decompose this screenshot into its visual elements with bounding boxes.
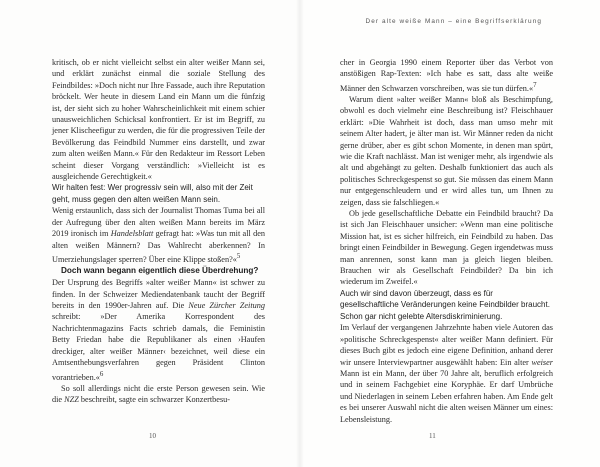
- footnote-marker: 6: [99, 370, 104, 378]
- page-number: 10: [149, 432, 156, 440]
- running-head: Der alte weiße Mann – eine Begriffserklärung: [365, 18, 542, 25]
- italic-word: weiser: [531, 357, 553, 367]
- italic-title: Handelsblatt: [110, 229, 154, 239]
- left-page-body: [52, 57, 265, 405]
- paragraph: Im Verlauf der vergangenen Jahrzehnte haben viele Autoren das »politische Schreckgespenst« alter weißer Mann definiert. Für dieses Buch gibt es jedoch eine eigene Definition, anhand derer wir unsere Interviewpartner ausgewählt haben: Ein alter weiser Mann ist ein Mann, der über 70 Jahre alt, beruflich erfolgreich und in seinem Fachgebiet eine Koryphäe. Er darf Umbrüche und Niederlagen in seinem Leben erfahren haben. Am Ende gelt es bei unserer Auswahl nicht die alten weisen Männer um eines: Lebensleistung.: [340, 323, 553, 424]
- italic-title: NZZ: [64, 395, 79, 405]
- paragraph: Warum dient »alter weißer Mann« bloß als Beschimpfung, obwohl es doch vielmehr eine Beschreibung ist? Fleischhauer erklärt: »Die Wahrheit ist doch, dass man umso mehr mit seinem Alter hadert, je älter man ist. Wir Männer reden da nicht gerne drüber, aber es gibt schon Momente, in denen man spürt, wie die Kraft nachlässt. Man ist weniger mehr, als irgendwie als alt und abgehängt zu gelten. Deshalb funktioniert das auch als politisches Schreckgespenst so gut. Sie müssen das einem Mann nur entgegenschleudern und er wird alles tun, um Ihnen zu zeigen, dass sie falschliegen.«: [340, 94, 553, 207]
- paragraph: So soll allerdings nicht die erste Person gewesen sein. Wie die NZZ beschreibt, sagte ein schwarzer Konzertbesu-: [52, 383, 265, 405]
- pull-quote: Wir halten fest: Wer progressiv sein will, also mit der Zeit geht, muss gegen den alten weißen Mann sein.: [52, 183, 253, 204]
- paragraph: cher in Georgia 1990 einem Reporter über das Verbot von anstößigen Rap-Texten: »Ich habe es satt, dass alte weiße Männer den Schwarzen vorschreiben, was sie tun dürfen.«$^7$: [340, 58, 553, 93]
- paragraph: kritisch, ob er nicht vielleicht selbst ein alter weißer Mann sei, und erklärt zunächst einmal die soziale Stellung des Feindbildes: »Doch nicht nur Ihre Fassade, auch ihre Reputation bröckelt. Wer heute in diesem Land ein Mann um die fünfzig ist, der sieht sich zu hoher Wahrscheinlichkeit mit einem schier unausweichlichen Schicksal konfrontiert. Er ist im Begriff, zu jener Klischeefigur zu werden, die für die progressiven Teile der Bevölkerung das Feindbild Nummer eins darstellt, und zwar zum alten weißen Mann.« Für den Redakteur im Ressort Leben scheint dieser Vorgang verständlich: »Vielleicht ist es ausgleichende Gerechtigkeit.«: [52, 58, 265, 182]
- book-gutter: [296, 0, 304, 467]
- pull-quote: Auch wir sind davon überzeugt, dass es für gesellschaftliche Veränderungen keine Feindbilder braucht. Schon gar nicht gelebte Altersdiskriminierung.: [340, 288, 550, 321]
- section-heading: Doch wann begann eigentlich diese Überdrehung?: [61, 266, 259, 276]
- paragraph: Ob jede gesellschaftliche Debatte ein Feindbild braucht? Da ist sich Jan Fleischhauer unsicher: »Wenn man eine politische Mission hat, ist es sicher hilfreich, ein Feindbild zu haben. Das bringt einen Feindbilder in Bewegung. Gegen irgendetwas muss man anrennen, sonst kann man ja gleich liegen bleiben. Brauchen wir als Gesellschaft Feindbilder? Da bin ich wiederum im Zweifel.«: [340, 209, 553, 287]
- footnote-marker: 7: [533, 81, 537, 89]
- right-page: [300, 0, 600, 467]
- paragraph: Wenig erstaunlich, dass sich der Journalist Thomas Tuma bei all der Aufregung über den alten weißen Mann bereits im März 2019 ironisch im Handelsblatt gefragt hat: »Was tun mit all den alten weißen Männern? Das Wahlrecht aberkennen? In Umerziehungslager sperren? Über eine Klippe stoßen?«$^5$: [52, 206, 265, 264]
- page-number: 11: [429, 432, 436, 440]
- footnote-marker: 5: [236, 253, 241, 261]
- italic-title: Neue Zürcher Zeitung: [188, 301, 266, 311]
- right-page-body: [340, 57, 553, 425]
- paragraph: Der Ursprung des Begriffs »alter weißer Mann« ist schwer zu finden. In der Schweizer Mediendatenbank taucht der Begriff bereits in den 1990er-Jahren auf. Die Neue Zürcher Zeitung schreibt: »Der Amerika Korrespondent des Nachrichtenmagazins Facts schrieb damals, die Feministin Betty Friedan habe die Republikaner als einen ›Haufen dreckiger, alter weißer Männer‹ bezeichnet, weil diese ein Amtsenthebungsverfahren gegen Präsident Clinton vorantrieben.«$^6$: [52, 278, 266, 382]
